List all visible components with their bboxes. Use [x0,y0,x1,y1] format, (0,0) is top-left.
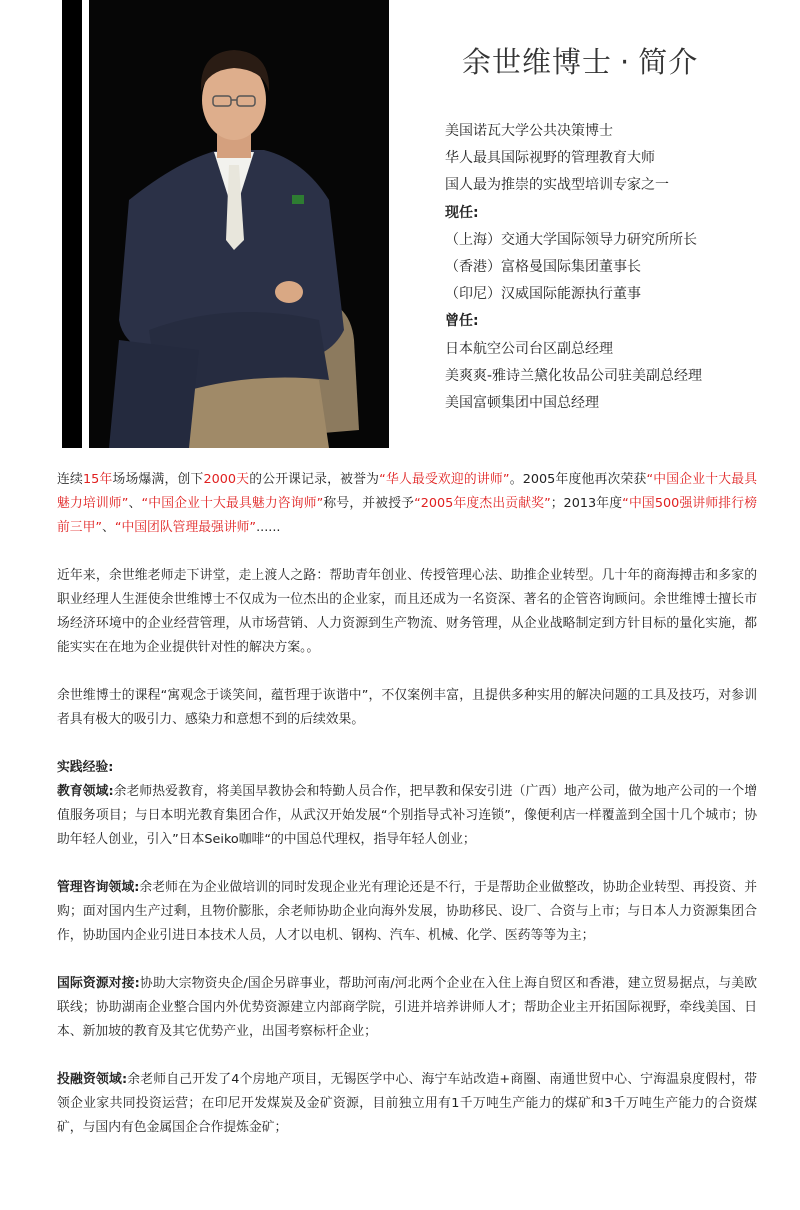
decorative-black-bar [62,0,82,448]
text-run: 连续 [57,472,83,487]
education-text: 余老师热爱教育，将美国早教协会和特勤人员合作，把早教和保安引进（广西）地产公司，做为地产公司的一个增值服务项目；与日本明光教育集团合作，从武汉开始发展“个别指导式补习连锁”，像便利店一样覆盖到全国十几个城市；协助年轻人创业，引入”日本Seiko咖啡“的中国总代理权，指导年轻人创业； [57,784,757,847]
practice-heading: 实践经验: [57,760,114,775]
bio-summary [445,118,785,417]
title-name: 余世维博士 [462,45,613,79]
text-run: 。2005年度他再次荣获 [509,472,647,487]
title-suffix: 简介 [638,45,699,79]
text-run: 称号，并被授予 [323,496,415,511]
resources-section [57,972,757,1044]
investment-label: 投融资领域: [57,1072,128,1087]
current-position: （上海）交通大学国际领导力研究所所长 [445,231,697,248]
text-run: ...... [256,520,281,535]
education-section [57,780,757,852]
consulting-label: 管理咨询领域: [57,880,140,895]
title-separator: · [620,45,631,79]
resources-text: 协助大宗物资央企/国企另辟事业，帮助河南/河北两个企业在入住上海自贸区和香港，建立贸易据点，与美欧联线；协助湖南企业整合国内外优势资源建立内部商学院，引进并培养讲师人才；帮助企业主开拓国际视野，牵线美国、日本、新加坡的教育及其它优势产业，出国考察标杆企业； [57,976,757,1039]
investment-text: 余老师自己开发了4个房地产项目，无锡医学中心、海宁车站改造+商圈、南通世贸中心、宁海温泉度假村，带领企业家共同投资运营；在印尼开发煤炭及金矿资源，目前独立用有1千万吨生产能力的煤矿和3千万吨生产能力的合资煤矿，与国内有色金属国企合作提炼金矿； [57,1072,757,1135]
current-position: （印尼）汉威国际能源执行董事 [445,286,641,303]
highlight-text: “中国团队管理最强讲师” [114,520,257,535]
text-run: 场场爆满，创下 [112,472,204,487]
former-position: 美国富顿集团中国总经理 [445,395,599,412]
consulting-text: 余老师在为企业做培训的同时发现企业光有理论还是不行，于是帮助企业做整改，协助企业转型、再投资、并购；面对国内生产过剩，且物价膨胀，余老师协助企业向海外发展，协助移民、设厂、合资与上市；与日本人力资源集团合作，协助国内企业引进日本技术人员，人才以电机、钢构、汽车、机械、化学、医药等等为主； [57,880,757,943]
biography-body [57,468,757,1164]
resources-label: 国际资源对接: [57,976,140,991]
portrait-photo [89,0,389,448]
former-positions-label: 曾任: [445,313,479,330]
portrait-frame [62,0,389,448]
investment-section [57,1068,757,1140]
page-title [462,40,698,81]
former-position: 美爽爽-雅诗兰黛化妆品公司驻美副总经理 [445,367,703,384]
highlight-text: 15年 [83,472,113,487]
education-label: 教育领域: [57,784,114,799]
current-position: （香港）富格曼国际集团董事长 [445,259,641,276]
highlight-text: “中国企业十大最具魅力培训师” [57,472,758,511]
bio-line: 美国诺瓦大学公共决策博士 [445,123,613,139]
highlight-text: 2000天 [203,472,250,487]
bio-line: 华人最具国际视野的管理教育大师 [445,150,655,167]
honors-paragraph [57,468,757,540]
highlight-text: “中国企业十大最具魅力咨询师” [141,496,324,511]
highlight-text: “华人最受欢迎的讲师” [379,472,510,487]
career-paragraph: 近年来，余世维老师走下讲堂，走上渡人之路：帮助青年创业、传授管理心法、助推企业转型。几十年的商海搏击和多家的职业经理人生涯使余世维博士不仅成为一位杰出的企业家，而且还成为一名资深、著名的企管咨询顾问。余世维博士擅长市场经济环境中的企业经营管理，从市场营销、人力资源到生产物流、财务管理，从企业战略制定到方针目标的量化实施，都能实实在在地为企业提供针对性的解决方案。。 [57,568,757,655]
bio-line: 国人最为推崇的实战型培训专家之一 [445,177,669,194]
text-run: ；2013年度 [550,496,623,511]
current-positions-label: 现任: [445,204,479,221]
former-position: 日本航空公司台区副总经理 [445,340,613,357]
highlight-text: “中国500强讲师排行榜前三甲” [57,496,757,535]
highlight-text: “2005年度杰出贡献奖” [414,496,551,511]
text-run: 的公开课记录，被誉为 [249,472,380,487]
text-run: 、 [128,496,142,511]
consulting-section [57,876,757,948]
course-paragraph: 余世维博士的课程“寓观念于谈笑间，蕴哲理于诙谐中”，不仅案例丰富，且提供多种实用的解决问题的工具及技巧，对参训者具有极大的吸引力、感染力和意想不到的后续效果。 [57,688,757,727]
text-run: 、 [102,520,115,535]
